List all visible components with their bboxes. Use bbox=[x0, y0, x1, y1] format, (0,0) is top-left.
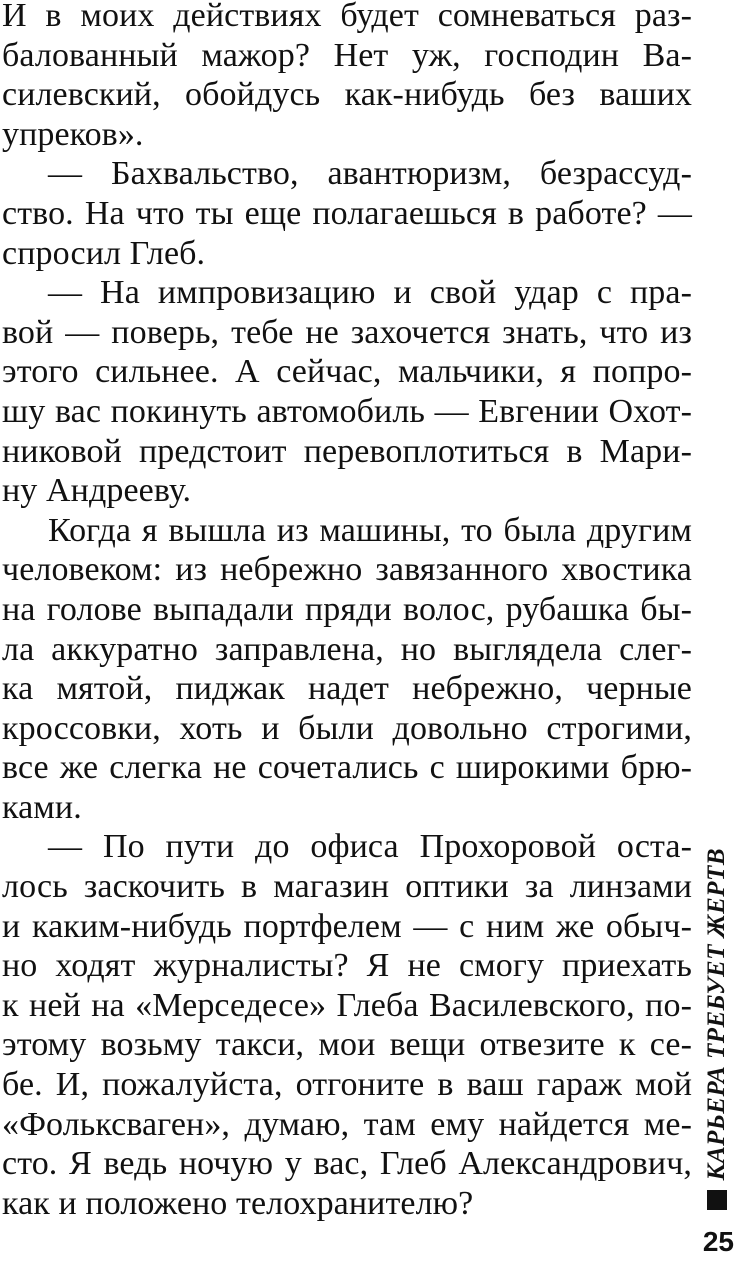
running-head-square-icon bbox=[707, 1190, 727, 1210]
text-line: ство. На что ты еще полагаешься в работе? — bbox=[2, 194, 692, 232]
text-line: упреков». bbox=[2, 115, 144, 153]
text-line: балованный мажор? Нет уж, господин Ва- bbox=[2, 36, 692, 74]
text-line: — На импровизацию и свой удар с пра- bbox=[48, 274, 692, 312]
text-line: Когда я вышла из машины, то была другим bbox=[48, 511, 692, 549]
text-line: силевский, обойдусь как-нибудь без ваших bbox=[2, 76, 692, 114]
text-line: кроссовки, хоть и были довольно строгими, bbox=[2, 709, 692, 747]
body-text bbox=[2, 0, 692, 1223]
text-line: вой — поверь, тебе не захочется знать, что из bbox=[2, 313, 692, 351]
text-line: ла аккуратно заправлена, но выглядела слег- bbox=[2, 630, 692, 668]
text-line: ками. bbox=[2, 788, 82, 826]
text-line: бе. И, пожалуйста, отгоните в ваш гараж мой bbox=[2, 1066, 692, 1104]
text-line: ну Андрееву. bbox=[2, 472, 192, 510]
text-line: человеком: из небрежно завязанного хвостика bbox=[2, 551, 692, 589]
page-number: 25 bbox=[702, 1226, 734, 1257]
text-line: шу вас покинуть автомобиль — Евгении Охот- bbox=[2, 392, 692, 430]
text-line: — Бахвальство, авантюризм, безрассуд- bbox=[48, 155, 692, 193]
text-line: все же слегка не сочетались с широкими брю- bbox=[2, 749, 692, 787]
text-line: на голове выпадали пряди волос, рубашка бы- bbox=[2, 590, 692, 628]
text-line: этого сильнее. А сейчас, мальчики, я попро- bbox=[2, 353, 692, 391]
text-line: этому возьму такси, мои вещи отвезите к се- bbox=[2, 1026, 692, 1064]
text-line: никовой предстоит перевоплотиться в Мари- bbox=[2, 432, 692, 470]
text-line: спросил Глеб. bbox=[2, 234, 206, 272]
text-line: ка мятой, пиджак надет небрежно, черные bbox=[2, 670, 692, 708]
running-head-title: КАРЬЕРА ТРЕБУЕТ ЖЕРТВ bbox=[703, 847, 730, 1180]
text-line: «Фольксваген», думаю, там ему найдется ме- bbox=[2, 1105, 692, 1143]
running-head bbox=[690, 820, 744, 1210]
text-line: как и положено телохранителю? bbox=[2, 1184, 474, 1222]
text-line: И в моих действиях будет сомневаться раз- bbox=[2, 0, 692, 34]
text-line: — По пути до офиса Прохоровой оста- bbox=[48, 828, 692, 866]
text-line: и каким-нибудь портфелем — с ним же обыч- bbox=[2, 907, 692, 945]
text-line: лось заскочить в магазин оптики за линзами bbox=[2, 868, 692, 906]
text-line: к ней на «Мерседесе» Глеба Василевского, по- bbox=[2, 986, 692, 1024]
text-line: сто. Я ведь ночую у вас, Глеб Александрович, bbox=[2, 1145, 692, 1183]
text-line: но ходят журналисты? Я не смогу приехать bbox=[2, 947, 692, 985]
